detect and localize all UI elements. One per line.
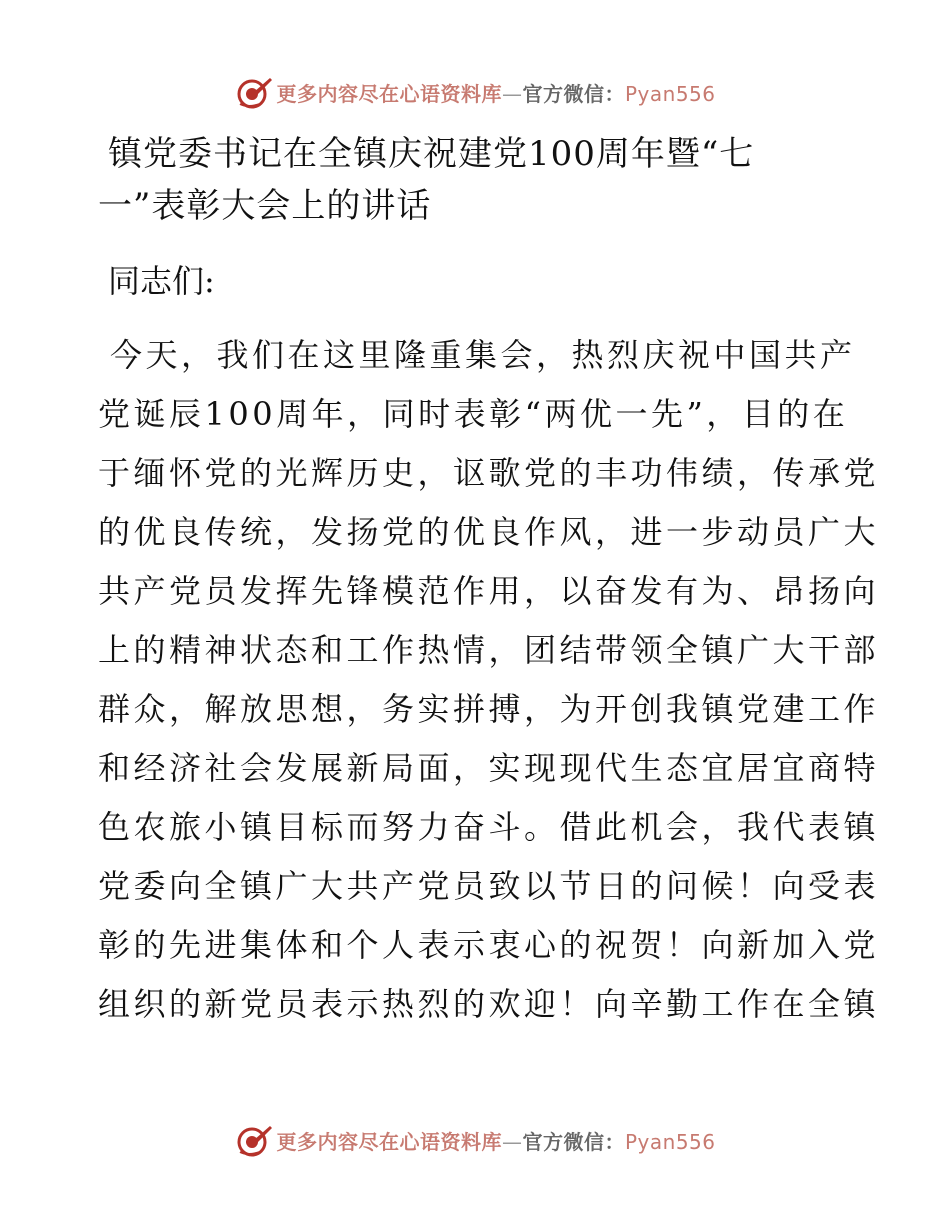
paragraph-line: 今天，我们在这里隆重集会，热烈庆祝中国共产 — [110, 336, 856, 374]
title-line: 镇党委书记在全镇庆祝建党100周年暨“七 — [108, 134, 755, 174]
logo-icon — [234, 1122, 274, 1158]
watermark-text — [276, 78, 715, 107]
watermark-dash: — — [501, 1129, 523, 1154]
watermark-dash: — — [501, 81, 523, 106]
body-paragraph — [98, 326, 880, 1034]
paragraph-line: 于缅怀党的光辉历史，讴歌党的丰功伟绩，传承党 — [98, 454, 880, 492]
watermark-wechat-label: 官方微信： — [522, 81, 625, 106]
paragraph-line: 党委向全镇广大共产党员致以节日的问候！向受表 — [98, 867, 880, 905]
watermark-wechat-id: Pyan556 — [624, 81, 716, 106]
paragraph-line: 上的精神状态和工作热情，团结带领全镇广大干部 — [98, 631, 880, 669]
paragraph-line: 彰的先进集体和个人表示衷心的祝贺！向新加入党 — [98, 926, 880, 964]
paragraph-line: 色农旅小镇目标而努力奋斗。借此机会，我代表镇 — [98, 808, 880, 846]
watermark-main: 更多内容尽在心语资料库 — [276, 1129, 502, 1154]
paragraph-line: 群众，解放思想，务实拼搏，为开创我镇党建工作 — [98, 690, 880, 728]
footer-watermark-banner — [0, 1118, 950, 1162]
watermark-wechat-label: 官方微信： — [522, 1129, 625, 1154]
document-title — [98, 128, 798, 232]
paragraph-line: 的优良传统，发扬党的优良作风，进一步动员广大 — [98, 513, 880, 551]
paragraph-line: 和经济社会发展新局面，实现现代生态宜居宜商特 — [98, 749, 880, 787]
greeting: 同志们: — [108, 262, 215, 300]
header-watermark-banner — [0, 70, 950, 114]
watermark-text — [276, 1126, 715, 1155]
logo-icon — [234, 74, 274, 110]
paragraph-line: 党诞辰100周年，同时表彰“两优一先”，目的在 — [98, 395, 849, 433]
watermark-main: 更多内容尽在心语资料库 — [276, 81, 502, 106]
title-line: 一”表彰大会上的讲话 — [98, 186, 432, 226]
watermark-wechat-id: Pyan556 — [624, 1129, 716, 1154]
paragraph-line: 组织的新党员表示热烈的欢迎！向辛勤工作在全镇 — [98, 985, 880, 1023]
paragraph-line: 共产党员发挥先锋模范作用，以奋发有为、昂扬向 — [98, 572, 880, 610]
